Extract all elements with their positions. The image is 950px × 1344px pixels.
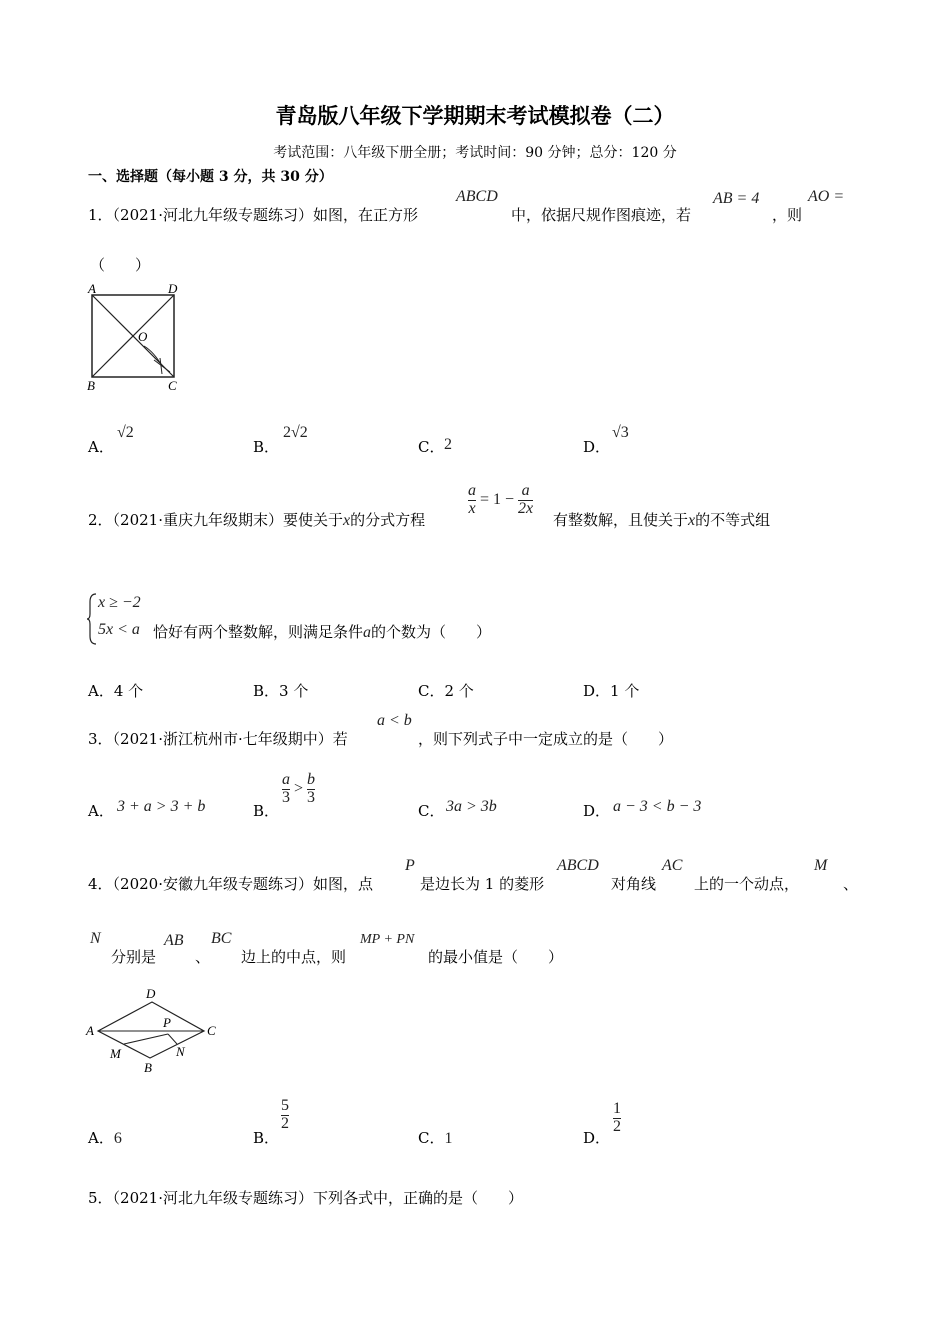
- system-line-1: x ≥ −2: [98, 594, 141, 611]
- question-text: 的个数为（ ）: [371, 623, 492, 641]
- square-figure: [82, 280, 187, 395]
- option-d-value: $\frac{1}{2}$: [613, 1100, 621, 1135]
- option-a: A．4 个: [88, 682, 144, 700]
- equation-middle: = 1 −: [480, 490, 515, 508]
- question-number: 2．: [88, 511, 113, 529]
- math-abcd: ABCD: [456, 188, 498, 205]
- fraction-equation: [468, 483, 533, 518]
- question-source: （2021·河北九年级专题练习）: [112, 206, 313, 224]
- option-a-value: √2: [117, 424, 134, 441]
- label-b: B: [144, 1060, 152, 1074]
- fraction-denominator: x: [468, 499, 476, 517]
- rhombus-figure: [84, 984, 224, 1074]
- question-text: 如图，点: [313, 875, 374, 893]
- label-n: N: [176, 1044, 185, 1059]
- segment-mp: [124, 1034, 168, 1044]
- math-var-x: x: [343, 512, 351, 529]
- option-d-value: √3: [612, 424, 629, 441]
- question-text: 中，依据尺规作图痕迹，若: [511, 206, 692, 224]
- option-c-value: 1: [444, 1130, 453, 1147]
- question-text: 上的一个动点，: [694, 875, 800, 893]
- option-b-value: 3 个: [279, 682, 309, 700]
- question-text: 如图，在正方形: [313, 206, 419, 224]
- question-text: 边上的中点，则: [241, 948, 347, 966]
- label-c: C: [168, 378, 177, 393]
- question-text: 对角线: [611, 875, 657, 893]
- segment-pn: [168, 1034, 177, 1044]
- question-text: 下列各式中，正确的是（ ）: [313, 1189, 524, 1207]
- math-n: N: [90, 930, 101, 947]
- question-source: （2021·重庆九年级期末）: [112, 511, 283, 529]
- option-a: A．: [88, 438, 114, 456]
- math-var-x: x: [688, 512, 696, 529]
- math-ab: AB: [164, 932, 184, 949]
- question-number: 4．: [88, 875, 113, 893]
- label-d: D: [146, 986, 156, 1001]
- system-line-2: 5x < a: [98, 621, 140, 638]
- option-c: C．1: [418, 1129, 453, 1147]
- label-d: D: [168, 281, 178, 296]
- math-mp-pn: MP + PN: [360, 932, 415, 947]
- math-bc: BC: [211, 930, 232, 947]
- question-source: （2020·安徽九年级专题练习）: [112, 875, 313, 893]
- system-brace: [86, 592, 98, 646]
- question-text: 若: [332, 730, 348, 748]
- math-m: M: [814, 857, 828, 874]
- fraction-numerator: a: [521, 482, 530, 499]
- question-source: （2021·浙江杭州市·七年级期中）: [112, 730, 333, 748]
- option-c-value: 2: [444, 436, 452, 453]
- option-b: B．: [253, 1129, 280, 1147]
- question-text: 的最小值是（ ）: [428, 948, 564, 966]
- option-a-value: 4 个: [113, 682, 144, 700]
- option-b-value: 2√2: [283, 424, 308, 441]
- question-text: 的分式方程: [350, 511, 426, 529]
- question-5-line-1: [88, 1187, 523, 1208]
- option-c-value: 2 个: [444, 682, 474, 700]
- option-b-value: $\frac{a}{3}$ > $\frac{b}{3}$: [282, 771, 316, 806]
- question-text: 是边长为 1 的菱形: [420, 875, 545, 893]
- option-c: C．: [418, 438, 445, 456]
- question-text: 要使关于: [283, 511, 344, 529]
- option-b: B．3 个: [253, 682, 309, 700]
- option-d-value: 1 个: [610, 682, 640, 700]
- option-c: C．: [418, 802, 445, 820]
- question-1-line-1: [88, 204, 418, 225]
- question-text: 、: [843, 875, 859, 893]
- option-a-value: 6: [113, 1130, 122, 1147]
- label-o: O: [138, 329, 148, 344]
- label-p: P: [163, 1015, 171, 1030]
- question-number: 3．: [88, 730, 113, 748]
- answer-paren: （ ）: [90, 256, 151, 274]
- math-ab-eq-4: AB = 4: [713, 190, 760, 207]
- option-c: C．2 个: [418, 682, 474, 700]
- option-d: D．: [583, 802, 611, 820]
- math-p: P: [405, 857, 415, 874]
- option-a-value: 3 + a > 3 + b: [117, 798, 206, 815]
- option-a: A．6: [88, 1129, 122, 1147]
- question-text: 、: [195, 948, 211, 966]
- question-text: [553, 509, 770, 530]
- option-d: D．1 个: [583, 682, 640, 700]
- option-a: A．: [88, 802, 114, 820]
- question-2-line-1: [88, 509, 425, 530]
- label-b: B: [87, 378, 95, 393]
- label-m: M: [110, 1046, 121, 1061]
- question-text: 恰好有两个整数解，则满足条件: [153, 623, 364, 641]
- fraction-numerator: a: [468, 482, 476, 499]
- question-text: ，则: [772, 206, 803, 224]
- label-c: C: [207, 1023, 216, 1038]
- fraction-denominator: 2x: [518, 499, 534, 517]
- question-source: （2021·河北九年级专题练习）: [112, 1189, 313, 1207]
- option-d: D．: [583, 1129, 611, 1147]
- option-d: D．: [583, 438, 611, 456]
- option-b: B．: [253, 438, 280, 456]
- math-ac: AC: [662, 857, 683, 874]
- question-number: 5．: [88, 1189, 113, 1207]
- math-var-a: a: [363, 624, 372, 641]
- exam-info: 考试范围：八年级下册全册；考试时间：90 分钟；总分：120 分: [273, 145, 677, 161]
- question-number: 1．: [88, 206, 113, 224]
- question-4-line-1: [88, 873, 373, 894]
- option-d-value: a − 3 < b − 3: [613, 798, 702, 815]
- option-b-value: $\frac{5}{2}$: [281, 1097, 289, 1132]
- question-3-line-1: [88, 728, 348, 749]
- question-text: ，则下列式子中一定成立的是（ ）: [418, 730, 674, 748]
- page-title: 青岛版八年级下学期期末考试模拟卷（二）: [275, 103, 675, 128]
- question-text: 有整数解，且使关于: [553, 511, 689, 529]
- section-heading: 一、选择题（每小题 3 分，共 30 分）: [88, 169, 333, 185]
- question-text: 分别是: [111, 948, 157, 966]
- question-text: 的不等式组: [695, 511, 771, 529]
- question-text: [153, 621, 491, 642]
- math-a-lt-b: a < b: [377, 712, 412, 729]
- option-b: B．: [253, 802, 280, 820]
- math-ao-eq: AO =: [808, 188, 845, 205]
- option-c-value: 3a > 3b: [446, 798, 497, 815]
- math-abcd: ABCD: [557, 857, 599, 874]
- label-a: A: [88, 281, 96, 296]
- label-a: A: [86, 1023, 94, 1038]
